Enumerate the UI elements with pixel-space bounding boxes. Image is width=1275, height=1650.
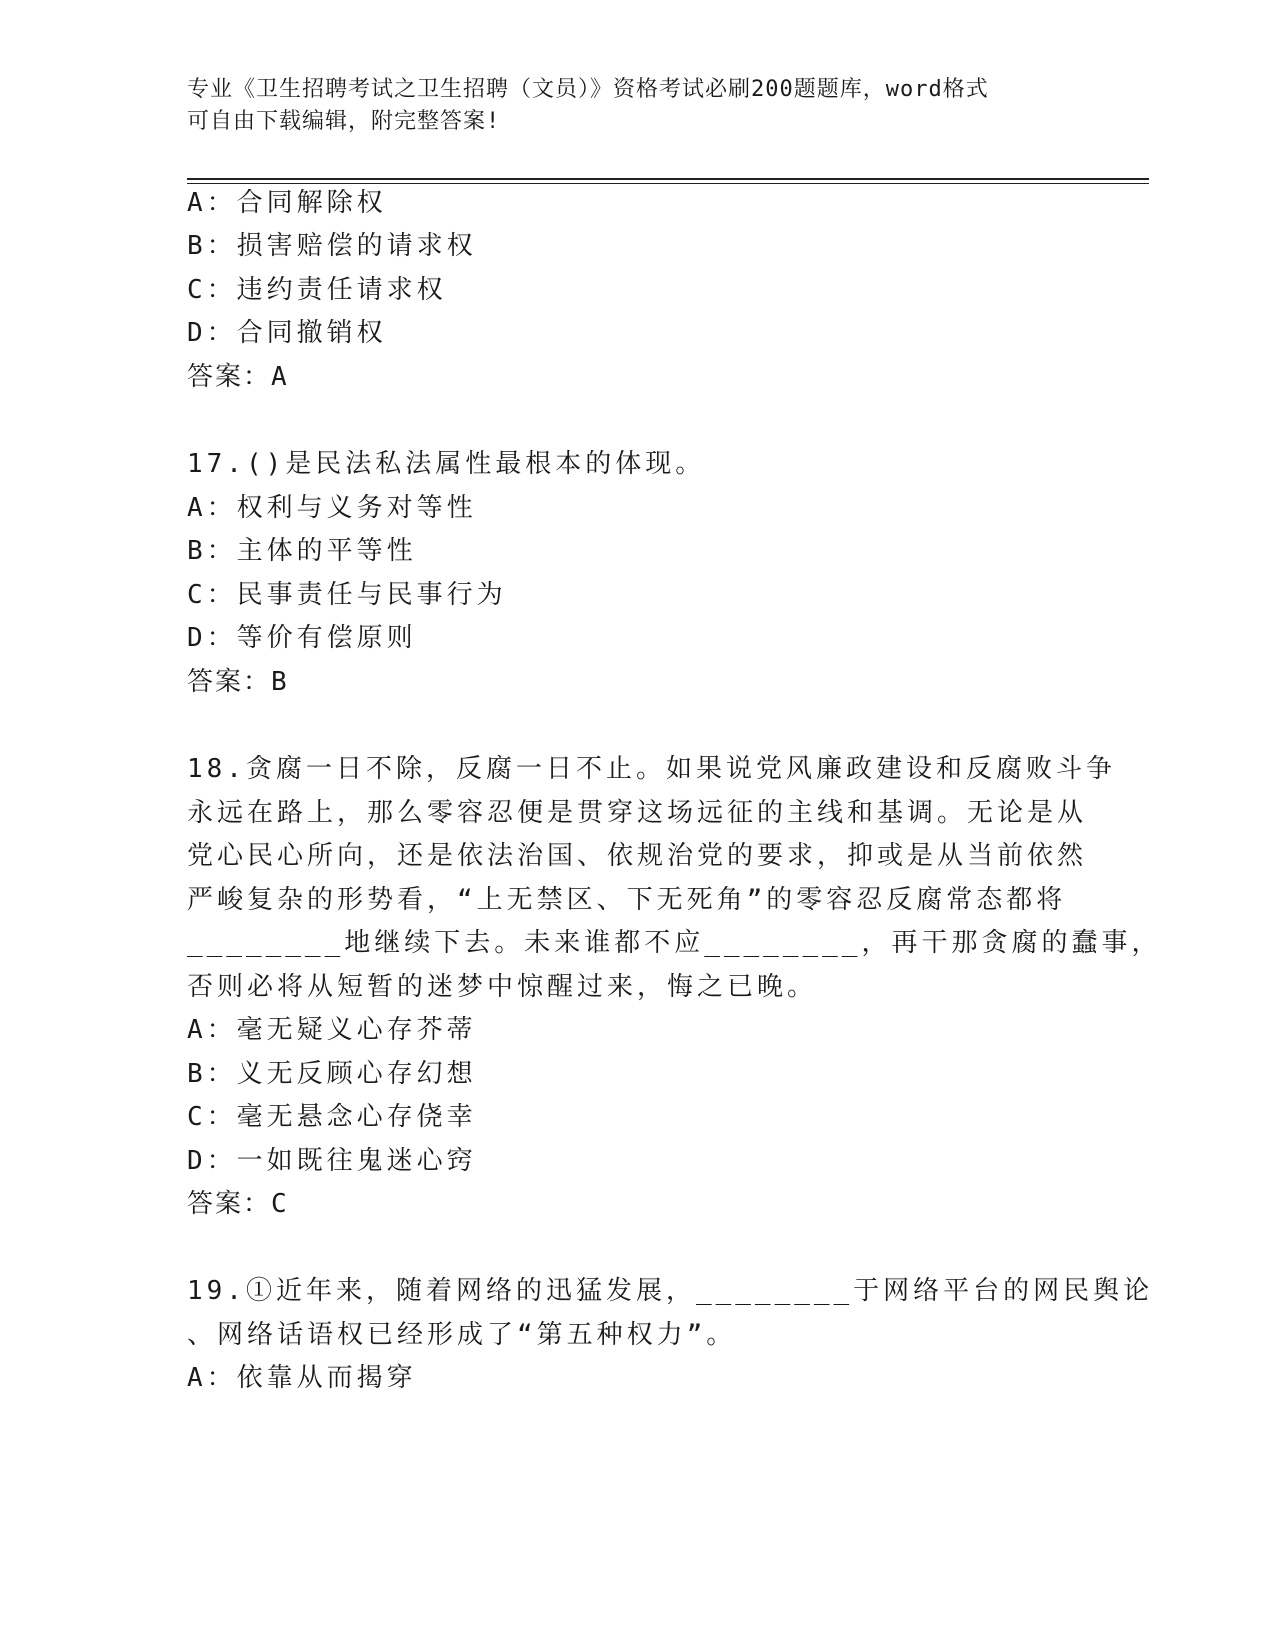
- q16-option-d: D：合同撤销权: [187, 318, 387, 348]
- q18-option-d: D：一如既往鬼迷心窍: [187, 1146, 477, 1176]
- q18-stem-line-3: 党心民心所向，还是依法治国、依规治党的要求，抑或是从当前依然: [187, 841, 1088, 871]
- q18-stem-line-5: ________地继续下去。未来谁都不应________，再干那贪腐的蠢事，: [187, 928, 1162, 958]
- q18-stem-line-1: 18.贪腐一日不除，反腐一日不止。如果说党风廉政建设和反腐败斗争: [187, 754, 1116, 784]
- document-header: [187, 74, 1067, 138]
- q17-option-c: C：民事责任与民事行为: [187, 580, 507, 610]
- header-rule-thick: [187, 178, 1149, 180]
- q19-stem-line-1: 19.①近年来，随着网络的迅猛发展，________于网络平台的网民舆论: [187, 1276, 1154, 1306]
- q16-option-c: C：违约责任请求权: [187, 275, 447, 305]
- q17-stem: 17.()是民法私法属性最根本的体现。: [187, 449, 706, 479]
- q16-option-b: B：损害赔偿的请求权: [187, 231, 477, 261]
- q17-option-a: A：权利与义务对等性: [187, 493, 477, 523]
- q19-stem-line-2: 、网络话语权已经形成了“第五种权力”。: [187, 1320, 737, 1350]
- q18-option-b: B：义无反顾心存幻想: [187, 1059, 477, 1089]
- q17-answer: 答案：B: [187, 667, 289, 697]
- q16-option-a: A：合同解除权: [187, 188, 387, 218]
- q17-option-b: B：主体的平等性: [187, 536, 417, 566]
- header-line-1: 专业《卫生招聘考试之卫生招聘（文员）》资格考试必刷200题题库，word格式: [187, 77, 989, 102]
- q16-answer: 答案：A: [187, 362, 289, 392]
- q18-option-a: A：毫无疑义心存芥蒂: [187, 1015, 477, 1045]
- q18-stem-line-6: 否则必将从短暂的迷梦中惊醒过来，悔之已晚。: [187, 972, 818, 1002]
- q18-option-c: C：毫无悬念心存侥幸: [187, 1102, 477, 1132]
- q18-stem-line-2: 永远在路上，那么零容忍便是贯穿这场远征的主线和基调。无论是从: [187, 798, 1088, 828]
- q18-answer: 答案：C: [187, 1189, 289, 1219]
- q19-option-a: A：依靠从而揭穿: [187, 1363, 417, 1393]
- header-line-2: 可自由下载编辑，附完整答案!: [187, 109, 501, 134]
- q17-option-d: D：等价有偿原则: [187, 623, 417, 653]
- q18-stem-line-4: 严峻复杂的形势看，“上无禁区、下无死角”的零容忍反腐常态都将: [187, 885, 1067, 915]
